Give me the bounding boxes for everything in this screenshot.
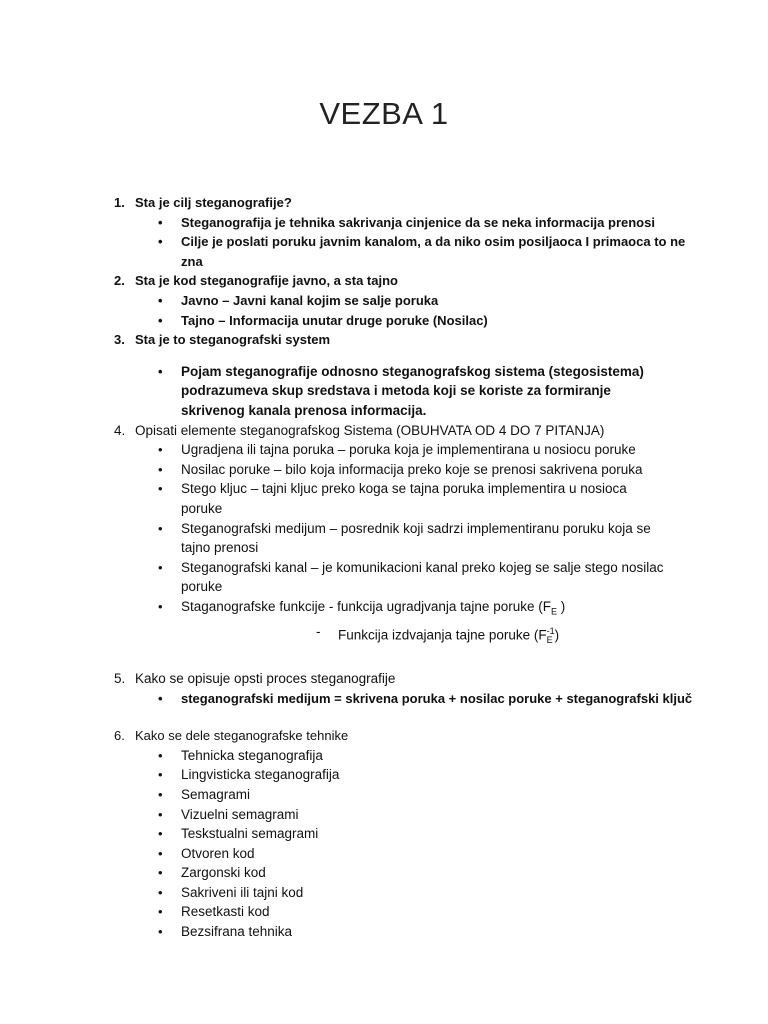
list-item <box>0 232 768 271</box>
bullet-icon: • <box>158 442 163 458</box>
question-number: 3. <box>114 332 125 348</box>
bullet-text: Steganografski kanal – je komunikacioni kanal preko kojeg se salje stego nosilac poruke <box>181 559 664 595</box>
list-item <box>0 558 768 597</box>
list-item <box>0 362 768 421</box>
bullet-icon: • <box>158 865 163 881</box>
bullet-icon: • <box>158 904 163 920</box>
question-6 <box>0 726 768 746</box>
bullet-text: Semagrami <box>181 786 251 802</box>
list-item <box>0 519 768 558</box>
bullet-text: Tehnicka steganografija <box>181 747 323 763</box>
dash-text-end: ) <box>554 627 560 643</box>
bullet-text: Steganografija je tehnika sakrivanja cinjenice da se neka informacija prenosi <box>181 214 655 230</box>
bullet-text: Zargonski kod <box>181 865 266 881</box>
dash-item <box>0 622 768 651</box>
question-3 <box>0 330 768 350</box>
question-number: 1. <box>114 195 125 210</box>
bullet-text: Sakriveni ili tajni kod <box>181 884 304 900</box>
question-text: Sta je to steganografski system <box>135 332 331 348</box>
bullet-text: Tajno – Informacija unutar druge poruke (Nosilac) <box>181 312 488 328</box>
list-item <box>0 922 768 942</box>
question-5 <box>0 669 768 689</box>
bullet-text: Staganografske funkcije - funkcija ugradjvanja tajne poruke (F <box>181 598 551 614</box>
bullet-text: Nosilac poruke – bilo koja informacija preko koje se prenosi sakrivena poruka <box>181 461 643 477</box>
bullet-text: Pojam steganografije odnosno steganografskog sistema (stegosistema) podrazumeva skup sredstava i metoda koji se koriste za formiranje skrivenog kanala prenosa informacija. <box>181 363 644 418</box>
bullet-icon: • <box>158 363 163 379</box>
bullet-icon: • <box>158 826 163 842</box>
list-item <box>0 805 768 825</box>
bullet-text: Stego kljuc – tajni kljuc preko koga se tajna poruka implementira u nosioca poruke <box>181 481 627 516</box>
bullet-icon: • <box>158 806 163 822</box>
bullet-icon: • <box>158 292 163 308</box>
bullet-text: Resetkasti kod <box>181 904 270 920</box>
subscript: E <box>550 606 557 617</box>
bullet-text: Lingvisticka steganografija <box>181 767 340 783</box>
list-item <box>0 883 768 903</box>
dash-text: Funkcija izdvajanja tajne poruke (F <box>338 627 547 643</box>
list-item <box>0 863 768 883</box>
bullet-icon: • <box>158 924 163 940</box>
bullet-icon: • <box>158 461 163 477</box>
question-text: Sta je cilj steganografije? <box>135 195 292 210</box>
bullet-text: Vizuelni semagrami <box>181 806 299 822</box>
question-2 <box>0 271 768 291</box>
question-number: 5. <box>114 670 126 686</box>
bullet-icon: • <box>158 520 163 536</box>
superscript: -1 <box>546 626 555 637</box>
bullet-icon: • <box>158 690 163 706</box>
page-title: VEZBA 1 <box>319 96 449 131</box>
bullet-text: Steganografski medijum – posrednik koji sadrzi implementiranu poruku koja se tajno prenosi <box>181 520 651 556</box>
list-item <box>0 765 768 785</box>
dash-marker: - <box>316 624 321 640</box>
bullet-icon: • <box>158 767 163 783</box>
question-number: 2. <box>114 273 125 289</box>
list-item <box>0 902 768 922</box>
question-number: 4. <box>114 422 126 438</box>
bullet-icon: • <box>158 234 163 250</box>
list-item <box>0 440 768 460</box>
list-item <box>0 479 768 518</box>
bullet-icon: • <box>158 312 163 328</box>
list-item <box>0 291 768 311</box>
list-item <box>0 213 768 233</box>
list-item <box>0 746 768 766</box>
bullet-text: Otvoren kod <box>181 845 255 861</box>
bullet-icon: • <box>158 786 163 802</box>
bullet-icon: • <box>158 559 163 575</box>
bullet-text: Teskstualni semagrami <box>181 826 319 842</box>
bullet-text: Cilje je poslati poruku javnim kanalom, a da niko osim posiljaoca I primaoca to ne zna <box>181 234 686 269</box>
question-4 <box>0 421 768 441</box>
bullet-text: Ugradjena ili tajna poruka – poruka koja je implementirana u nosiocu poruke <box>181 442 636 458</box>
bullet-text: steganografski medijum = skrivena poruka + nosilac poruke + steganografski ključ <box>181 690 693 706</box>
bullet-text: Bezsifrana tehnika <box>181 924 293 940</box>
question-number: 6. <box>114 728 125 744</box>
list-item <box>0 844 768 864</box>
question-text: Opisati elemente steganografskog Sistema (OBUHVATA OD 4 DO 7 PITANJA) <box>135 422 605 438</box>
bullet-icon: • <box>158 481 163 497</box>
bullet-icon: • <box>158 884 163 900</box>
bullet-icon: • <box>158 747 163 763</box>
bullet-text: Javno – Javni kanal kojim se salje poruka <box>181 292 439 308</box>
question-list <box>0 193 768 942</box>
bullet-icon: • <box>158 214 163 230</box>
bullet-text-end: ) <box>556 598 566 614</box>
bullet-icon: • <box>158 845 163 861</box>
question-text: Kako se dele steganografske tehnike <box>135 728 349 744</box>
list-item <box>0 460 768 480</box>
question-text: Sta je kod steganografije javno, a sta tajno <box>135 273 398 289</box>
bullet-icon: • <box>158 598 163 614</box>
list-item <box>0 597 768 622</box>
question-1 <box>0 193 768 213</box>
subscript: E <box>546 635 553 646</box>
question-text: Kako se opisuje opsti proces steganografije <box>135 670 396 686</box>
list-item <box>0 785 768 805</box>
list-item <box>0 824 768 844</box>
list-item <box>0 311 768 331</box>
list-item <box>0 689 768 709</box>
